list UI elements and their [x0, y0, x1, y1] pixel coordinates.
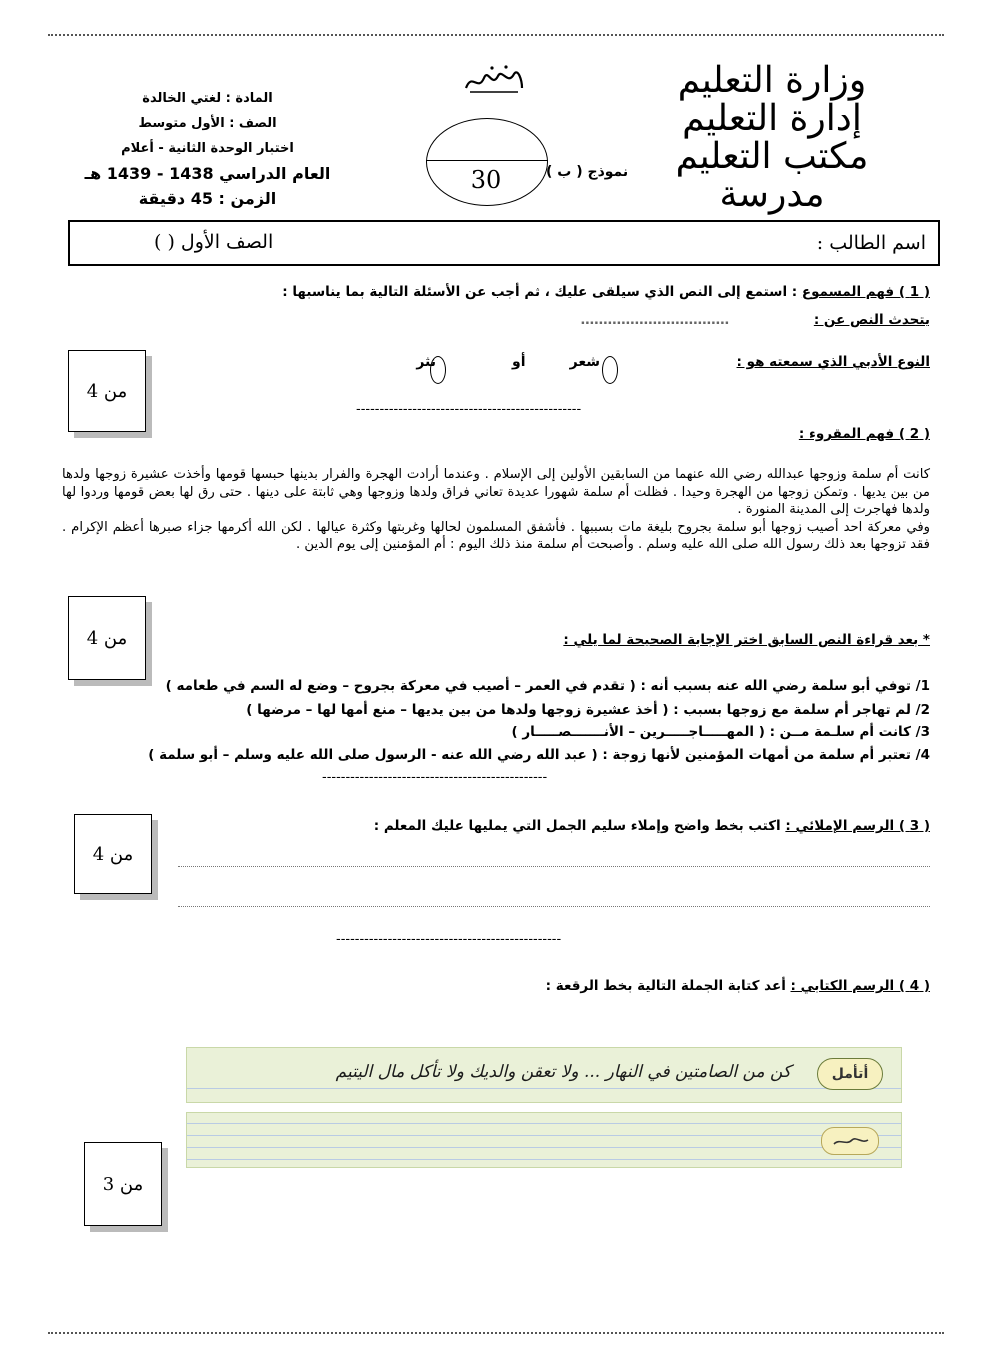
section1-header: [282, 284, 930, 300]
ministry-line: إدارة التعليم: [682, 98, 862, 139]
ataammal-label: أتأمل: [817, 1058, 883, 1090]
exam-info: [75, 86, 340, 211]
passage-paragraph: وفي معركة احد أصيب زوجها أبو سلمة بجروح بليغة مات بسببها . فأشفق المسلمون لحالها وغربتها وكثرة عيالها . لكن الله أكرمها جزاء صبرها أعظم الإكرام . فقد تزوجها بعد ذلك رسول الله صلى الله عليه وسلم . وأصبحت أم سلمة منذ ذلك اليوم : أم المؤمنين إلى يوم الدين .: [62, 519, 930, 552]
option-prose-label: نثر: [416, 354, 436, 370]
question-4[interactable]: 4/ تعتبر أم سلمة من أمهات المؤمنين لأنها زوجة : ( عبد الله رضي الله عنه - الرسول صلى الله عليه وسلم – أبو سلمة ): [148, 747, 930, 763]
dictation-line-2[interactable]: [178, 906, 930, 907]
student-name-field[interactable]: اسم الطالب :: [816, 232, 926, 254]
ruqaa-model-strip: [186, 1047, 902, 1103]
bottom-border: [48, 1332, 944, 1334]
question-3[interactable]: 3/ كانت أم سلـمة مــن : ( المهـــــاجـــــرين – الأنـــــــصـــــار ): [511, 724, 930, 740]
pen-icon: [821, 1127, 879, 1155]
ruqaa-sentence: كن من الصامتين في النهار ... ولا تعقن والديك ولا تأكل مال اليتيم: [335, 1062, 791, 1082]
ministry-line: مكتب التعليم: [675, 136, 869, 177]
passage-paragraph: كانت أم سلمة وزوجها عبدالله رضي الله عنهما من السابقين الأولين إلى الإسلام . وعندما أرادت الهجرة والفرار بدينها حبسها قومها وأخذت عشيرة زوجها ولدها من بين يديها . وتمكن زوجها من الهجرة وحيدا . فظلت أم سلمة شهورا عديدة تعاني فراق ولدها وزوجها وهي ثابتة على دينها . حتى رق لها بعض قومها وردوا لها ولدها فهاجرت إلى المدينة المنورة .: [62, 467, 930, 517]
question-1[interactable]: 1/ توفي أبو سلمة رضي الله عنه بسبب أنه : ( تقدم في العمر – أصيب في معركة بجروح – وضع له السم في طعامه ): [165, 678, 930, 694]
ministry-line: وزارة التعليم: [677, 60, 867, 101]
section4-score-box: من 3: [84, 1142, 162, 1226]
dictation-line-1[interactable]: [178, 866, 930, 867]
section3-header: [374, 818, 930, 834]
section2-choose-title: * بعد قراءة النص السابق اختر الإجابة الصحيحة لما يلي :: [563, 632, 930, 648]
option-poetry-circle[interactable]: [602, 356, 618, 384]
exam-model: نموذج ( ب ): [546, 164, 629, 180]
ministry-header: [622, 62, 922, 214]
separator-2: ------------------------------------------------: [322, 770, 548, 785]
section3-score-box: من 4: [74, 814, 152, 894]
grade-label: الصف : الأول متوسط: [138, 116, 277, 131]
basmala-calligraphy-icon: [462, 62, 526, 96]
section3-instruction: اكتب بخط واضح وإملاء سليم الجمل التي يمليها عليك المعلم :: [373, 818, 781, 834]
section2-title: ( 2 ) فهم المقروء :: [798, 426, 930, 442]
section4-instruction: أعد كتابة الجملة التالية بخط الرقعة :: [545, 978, 786, 994]
section1-score-box: من 4: [68, 350, 146, 432]
or-label: أو: [512, 354, 526, 370]
section2-score-box: من 4: [68, 596, 146, 680]
section1-title: ( 1 ) فهم المسموع: [801, 284, 930, 300]
section1-q2: [737, 354, 930, 370]
option-poetry-label: شعر: [569, 354, 600, 370]
section4-header: [546, 978, 930, 994]
ministry-line: مدرسة: [719, 174, 825, 215]
question-2[interactable]: 2/ لم تهاجر أم سلمة مع زوجها بسبب : ( أخذ عشيرة زوجها ولدها من بين يديها – منع أمها لها – مرضها ): [246, 702, 930, 718]
top-border: [48, 34, 944, 36]
option-prose-circle[interactable]: [430, 356, 446, 384]
ruqaa-writing-strip[interactable]: [186, 1112, 902, 1168]
section1-q1-text: يتحدث النص عن :: [813, 312, 930, 328]
section1-instruction: : استمع إلى النص الذي سيلقى عليك ، ثم أجب عن الأسئلة التالية بما يناسبها :: [282, 284, 798, 300]
section1-q1-blank[interactable]: ……………………………: [580, 312, 730, 328]
oval-divider: [426, 160, 548, 161]
reading-passage: [62, 466, 930, 554]
option-prose[interactable]: [394, 352, 454, 382]
separator-1: ------------------------------------------------: [356, 402, 582, 417]
exam-title: اختبار الوحدة الثانية - أعلام: [121, 141, 294, 156]
student-class-field[interactable]: الصف الأول ( ): [154, 231, 274, 253]
section4-title: ( 4 ) الرسم الكتابي :: [790, 978, 930, 994]
section3-title: ( 3 ) الرسم الإملائي :: [785, 818, 930, 834]
student-info-box: [68, 220, 940, 266]
subject-label: المادة : لغتي الخالدة: [142, 91, 273, 106]
duration: الزمن : 45 دقيقة: [138, 189, 277, 208]
school-year: العام الدراسي 1438 - 1439 هـ: [84, 164, 331, 183]
total-score: 30: [470, 166, 502, 194]
pen-stroke-icon: [822, 1128, 878, 1154]
section1-q2-text: النوع الأدبي الذي سمعته هو :: [736, 354, 930, 370]
section1-q1: [581, 312, 930, 328]
option-poetry[interactable]: [538, 352, 618, 382]
separator-3: ------------------------------------------------: [336, 932, 562, 947]
